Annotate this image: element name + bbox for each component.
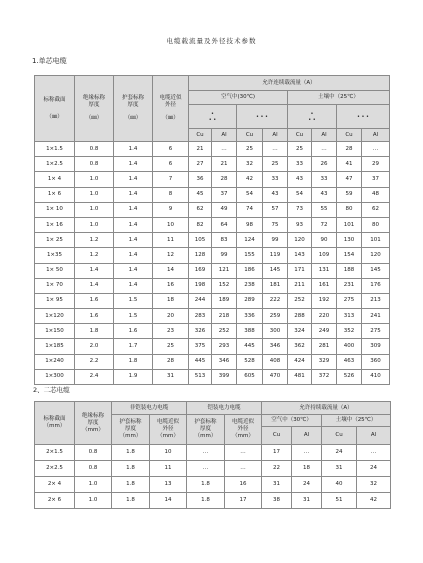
table-cell: 528 xyxy=(237,354,263,369)
table-cell: 32 xyxy=(237,157,263,172)
table-cell: 2.0 xyxy=(75,339,114,354)
table-cell: 36 xyxy=(189,172,212,187)
table-cell: 31 xyxy=(262,477,292,493)
table-row xyxy=(35,493,391,509)
table-cell: 1× 70 xyxy=(35,278,75,293)
table-row xyxy=(35,248,390,263)
table-cell: 231 xyxy=(337,278,362,293)
table-cell: 1.4 xyxy=(114,263,153,278)
table-cell: 372 xyxy=(312,369,337,384)
table-cell: 238 xyxy=(237,278,263,293)
table-cell: 1×35 xyxy=(35,248,75,263)
table-cell: 154 xyxy=(337,248,362,263)
table-cell: 25 xyxy=(288,142,312,157)
table-cell: 336 xyxy=(237,309,263,324)
table-cell: 470 xyxy=(263,369,288,384)
table-cell: 309 xyxy=(362,339,390,354)
table-cell: 181 xyxy=(263,278,288,293)
table-cell: 45 xyxy=(189,187,212,202)
header-sheath-thickness: 护套标称厚度 （mm） xyxy=(187,415,225,445)
table-cell: 1×1.5 xyxy=(35,142,75,157)
table-cell: 41 xyxy=(337,157,362,172)
table-cell: 54 xyxy=(288,187,312,202)
header-sheath-thickness: 护套标称厚度 （mm） xyxy=(112,415,150,445)
table-cell: 119 xyxy=(263,248,288,263)
table-cell: 51 xyxy=(322,493,357,509)
table-cell: 120 xyxy=(362,248,390,263)
header-cu: Cu xyxy=(288,129,312,142)
header-al: Al xyxy=(212,129,237,142)
table-cell: 2.2 xyxy=(75,354,114,369)
table-cell: 7 xyxy=(153,172,189,187)
table-cell: 0.8 xyxy=(75,157,114,172)
trefoil-arrangement-icon: • • • xyxy=(288,105,337,129)
table-cell: 1.4 xyxy=(114,217,153,232)
table-cell: 82 xyxy=(189,217,212,232)
table-row xyxy=(35,461,391,477)
table-cell: 1.4 xyxy=(114,187,153,202)
table-cell: 1.4 xyxy=(114,202,153,217)
table-cell: 1.4 xyxy=(75,263,114,278)
table-cell: 2×1.5 xyxy=(35,445,75,461)
table-cell: … xyxy=(187,445,225,461)
table-cell: 481 xyxy=(288,369,312,384)
table-cell: 24 xyxy=(357,461,391,477)
table-cell: 1.8 xyxy=(75,324,114,339)
table-cell: 6 xyxy=(153,142,189,157)
table-cell: 43 xyxy=(288,172,312,187)
table-cell: 49 xyxy=(212,202,237,217)
table-cell: 1.8 xyxy=(112,493,150,509)
table-cell: 1.4 xyxy=(114,278,153,293)
table-cell: 313 xyxy=(337,309,362,324)
table-row xyxy=(35,324,390,339)
table-cell: 241 xyxy=(362,309,390,324)
table-cell: 2×2.5 xyxy=(35,461,75,477)
table-row xyxy=(35,187,390,202)
table-cell: 346 xyxy=(212,354,237,369)
table-cell: 14 xyxy=(150,493,187,509)
table-row xyxy=(35,142,390,157)
table-cell: 445 xyxy=(189,354,212,369)
table-cell: 109 xyxy=(312,248,337,263)
table-cell: 31 xyxy=(153,369,189,384)
header-insulation-thickness: 绝缘标称厚度 （mm） xyxy=(75,402,112,445)
table-cell: 176 xyxy=(362,278,390,293)
table-cell: 1.9 xyxy=(114,369,153,384)
table-cell: 21 xyxy=(212,157,237,172)
table-cell: 198 xyxy=(189,278,212,293)
table-cell: 220 xyxy=(312,309,337,324)
table-cell: 2× 4 xyxy=(35,477,75,493)
table-cell: 1× 10 xyxy=(35,202,75,217)
table-cell: 1.6 xyxy=(75,293,114,308)
table-cell: 93 xyxy=(288,217,312,232)
table-cell: 11 xyxy=(153,233,189,248)
table-cell: 47 xyxy=(337,172,362,187)
table-cell: … xyxy=(292,445,322,461)
table-cell: 80 xyxy=(337,202,362,217)
table-cell: 131 xyxy=(312,263,337,278)
table-cell: 244 xyxy=(189,293,212,308)
single-core-table-body xyxy=(35,142,390,385)
table-cell: 222 xyxy=(263,293,288,308)
table-cell: 1.2 xyxy=(75,233,114,248)
table-cell: 161 xyxy=(312,278,337,293)
table-cell: 352 xyxy=(337,324,362,339)
two-core-cable-table xyxy=(34,401,391,509)
table-row xyxy=(35,233,390,248)
table-cell: 57 xyxy=(263,202,288,217)
single-core-cable-table xyxy=(34,75,390,385)
table-cell: 1.8 xyxy=(112,477,150,493)
table-cell: 31 xyxy=(322,461,357,477)
table-cell: 249 xyxy=(312,324,337,339)
table-cell: 169 xyxy=(189,263,212,278)
table-cell: 145 xyxy=(362,263,390,278)
table-row xyxy=(35,369,390,384)
table-cell: 10 xyxy=(150,445,187,461)
table-cell: 17 xyxy=(262,445,292,461)
table-cell: 1×2.5 xyxy=(35,157,75,172)
table-cell: 33 xyxy=(263,172,288,187)
header-cross-section: 标称截面 （mm） xyxy=(35,402,75,445)
section-title-single-core: 1.单芯电缆 xyxy=(32,57,67,65)
table-cell: 1.7 xyxy=(114,339,153,354)
table-cell: 99 xyxy=(263,233,288,248)
table-cell: 410 xyxy=(362,369,390,384)
table-cell: 1.4 xyxy=(114,142,153,157)
table-cell: 27 xyxy=(189,157,212,172)
header-ampacity: 允许持续载流量（A） xyxy=(262,402,391,415)
table-cell: … xyxy=(312,142,337,157)
table-cell: 252 xyxy=(212,324,237,339)
table-cell: 0.8 xyxy=(75,445,112,461)
table-cell: 375 xyxy=(189,339,212,354)
table-cell: 1.5 xyxy=(114,309,153,324)
table-cell: 8 xyxy=(153,187,189,202)
table-cell: 211 xyxy=(288,278,312,293)
table-cell: 526 xyxy=(337,369,362,384)
table-cell: 23 xyxy=(153,324,189,339)
table-cell: 1× 50 xyxy=(35,263,75,278)
table-cell: 1.8 xyxy=(112,461,150,477)
flat-arrangement-icon: • • • xyxy=(237,105,288,129)
table-cell: 400 xyxy=(337,339,362,354)
table-cell: 424 xyxy=(288,354,312,369)
header-cu: Cu xyxy=(262,427,292,445)
header-cu: Cu xyxy=(189,129,212,142)
table-cell: 20 xyxy=(153,309,189,324)
table-cell: 9 xyxy=(153,202,189,217)
table-cell: 1× 25 xyxy=(35,233,75,248)
table-cell: 1.0 xyxy=(75,172,114,187)
table-cell: 408 xyxy=(263,354,288,369)
table-cell: 186 xyxy=(237,263,263,278)
table-cell: 55 xyxy=(312,202,337,217)
table-cell: 293 xyxy=(212,339,237,354)
table-cell: 288 xyxy=(288,309,312,324)
table-cell: 24 xyxy=(322,445,357,461)
table-cell: 101 xyxy=(337,217,362,232)
table-cell: 1× 95 xyxy=(35,293,75,308)
table-cell: 62 xyxy=(362,202,390,217)
header-outer-diameter: 电缆近似外径 （㎜） xyxy=(153,76,189,142)
table-cell: 346 xyxy=(263,339,288,354)
table-cell: 48 xyxy=(362,187,390,202)
table-cell: … xyxy=(187,461,225,477)
table-cell: 12 xyxy=(153,248,189,263)
table-cell: 40 xyxy=(322,477,357,493)
table-cell: 152 xyxy=(212,278,237,293)
table-cell: 189 xyxy=(212,293,237,308)
table-row xyxy=(35,354,390,369)
table-cell: 1.8 xyxy=(112,445,150,461)
table-cell: … xyxy=(357,445,391,461)
table-cell: 13 xyxy=(150,477,187,493)
header-unarmored-cable: 非铠装电力电缆 xyxy=(112,402,187,415)
table-cell: 43 xyxy=(263,187,288,202)
table-cell: 143 xyxy=(288,248,312,263)
table-cell: 25 xyxy=(153,339,189,354)
table-cell: 28 xyxy=(337,142,362,157)
table-cell: 362 xyxy=(288,339,312,354)
table-cell: 1.4 xyxy=(114,233,153,248)
table-row xyxy=(35,202,390,217)
table-cell: 1.6 xyxy=(114,324,153,339)
table-cell: 2.4 xyxy=(75,369,114,384)
table-cell: … xyxy=(362,142,390,157)
table-cell: 6 xyxy=(153,157,189,172)
header-armored-cable: 铠装电力电缆 xyxy=(187,402,262,415)
table-cell: 101 xyxy=(362,233,390,248)
table-cell: 1.8 xyxy=(187,493,225,509)
table-cell: 83 xyxy=(212,233,237,248)
table-row xyxy=(35,309,390,324)
table-row xyxy=(35,217,390,232)
header-in-air: 空气中(30℃) xyxy=(189,91,288,105)
table-cell: 1.0 xyxy=(75,493,112,509)
table-cell: 29 xyxy=(362,157,390,172)
table-cell: 329 xyxy=(312,354,337,369)
table-cell: 130 xyxy=(337,233,362,248)
table-cell: 18 xyxy=(292,461,322,477)
table-row xyxy=(35,293,390,308)
table-cell: 75 xyxy=(263,217,288,232)
table-cell: 463 xyxy=(337,354,362,369)
table-cell: 26 xyxy=(312,157,337,172)
table-cell: 74 xyxy=(237,202,263,217)
header-cu: Cu xyxy=(237,129,263,142)
table-row xyxy=(35,278,390,293)
table-cell: 59 xyxy=(337,187,362,202)
table-cell: 32 xyxy=(357,477,391,493)
table-row xyxy=(35,172,390,187)
table-cell: 28 xyxy=(212,172,237,187)
table-cell: 99 xyxy=(212,248,237,263)
table-cell: 80 xyxy=(362,217,390,232)
table-cell: 2× 6 xyxy=(35,493,75,509)
table-cell: 605 xyxy=(237,369,263,384)
table-cell: 213 xyxy=(362,293,390,308)
table-cell: 105 xyxy=(189,233,212,248)
table-cell: 1.4 xyxy=(114,157,153,172)
table-row xyxy=(35,157,390,172)
table-cell: 14 xyxy=(153,263,189,278)
header-in-soil: 土壤中（25℃） xyxy=(288,91,390,105)
table-cell: 37 xyxy=(362,172,390,187)
table-cell: 1×300 xyxy=(35,369,75,384)
table-cell: 120 xyxy=(288,233,312,248)
table-cell: 188 xyxy=(337,263,362,278)
table-cell: 360 xyxy=(362,354,390,369)
table-cell: 1×120 xyxy=(35,309,75,324)
header-cu: Cu xyxy=(337,129,362,142)
table-cell: 25 xyxy=(237,142,263,157)
trefoil-arrangement-icon: • • • xyxy=(189,105,237,129)
page-title: 电缆载流量及外径技术参数 xyxy=(166,37,257,45)
table-cell: 192 xyxy=(312,293,337,308)
section-title-two-core: 2、二芯电缆 xyxy=(33,386,70,394)
table-cell: 1.2 xyxy=(75,248,114,263)
table-cell: 388 xyxy=(237,324,263,339)
table-cell: 399 xyxy=(212,369,237,384)
table-cell: 98 xyxy=(237,217,263,232)
table-cell: 0.8 xyxy=(75,461,112,477)
table-cell: 121 xyxy=(212,263,237,278)
table-cell: 33 xyxy=(312,172,337,187)
table-cell: 252 xyxy=(288,293,312,308)
table-cell: 1.8 xyxy=(187,477,225,493)
table-cell: 1.6 xyxy=(75,309,114,324)
table-cell: 21 xyxy=(189,142,212,157)
table-cell: 18 xyxy=(153,293,189,308)
table-cell: 326 xyxy=(189,324,212,339)
header-al: Al xyxy=(312,129,337,142)
table-cell: 54 xyxy=(237,187,263,202)
table-cell: 24 xyxy=(292,477,322,493)
table-cell: 1.0 xyxy=(75,202,114,217)
table-cell: 72 xyxy=(312,217,337,232)
table-cell: 1×150 xyxy=(35,324,75,339)
table-cell: 0.8 xyxy=(75,142,114,157)
table-cell: 275 xyxy=(337,293,362,308)
table-cell: … xyxy=(225,445,262,461)
table-cell: 42 xyxy=(237,172,263,187)
table-row xyxy=(35,263,390,278)
header-al: Al xyxy=(362,129,390,142)
flat-arrangement-icon: • • • xyxy=(337,105,390,129)
table-cell: 28 xyxy=(153,354,189,369)
header-in-air: 空气中（30℃） xyxy=(262,415,322,427)
table-cell: 1.0 xyxy=(75,187,114,202)
table-cell: 33 xyxy=(288,157,312,172)
table-cell: 1.5 xyxy=(114,293,153,308)
table-cell: 281 xyxy=(312,339,337,354)
table-cell: 42 xyxy=(357,493,391,509)
table-row xyxy=(35,445,391,461)
table-cell: 16 xyxy=(153,278,189,293)
table-cell: 124 xyxy=(237,233,263,248)
table-cell: 11 xyxy=(150,461,187,477)
table-cell: 513 xyxy=(189,369,212,384)
table-cell: 145 xyxy=(263,263,288,278)
table-cell: 1.4 xyxy=(114,248,153,263)
header-ampacity: 允许连续载流量（A） xyxy=(189,76,390,91)
header-cross-section: 标称截面 （㎜） xyxy=(35,76,75,142)
table-cell: 171 xyxy=(288,263,312,278)
table-cell: … xyxy=(263,142,288,157)
table-cell: 155 xyxy=(237,248,263,263)
table-cell: 289 xyxy=(237,293,263,308)
table-cell: 22 xyxy=(262,461,292,477)
table-cell: 37 xyxy=(212,187,237,202)
table-cell: 300 xyxy=(263,324,288,339)
table-cell: 1× 16 xyxy=(35,217,75,232)
header-outer-diameter: 电缆近似外径 （mm） xyxy=(225,415,262,445)
table-cell: 1.4 xyxy=(114,172,153,187)
table-cell: … xyxy=(212,142,237,157)
header-insulation-thickness: 绝缘标称厚度 （㎜） xyxy=(75,76,114,142)
table-cell: 1.0 xyxy=(75,477,112,493)
table-cell: 38 xyxy=(262,493,292,509)
table-cell: 10 xyxy=(153,217,189,232)
header-al: Al xyxy=(263,129,288,142)
table-cell: 31 xyxy=(292,493,322,509)
table-cell: 62 xyxy=(189,202,212,217)
table-cell: 218 xyxy=(212,309,237,324)
table-cell: 17 xyxy=(225,493,262,509)
table-cell: 1.4 xyxy=(75,278,114,293)
table-cell: 1.0 xyxy=(75,217,114,232)
table-row xyxy=(35,339,390,354)
table-cell: 275 xyxy=(362,324,390,339)
table-cell: 259 xyxy=(263,309,288,324)
table-cell: 25 xyxy=(263,157,288,172)
table-cell: 43 xyxy=(312,187,337,202)
table-cell: 1× 6 xyxy=(35,187,75,202)
table-row xyxy=(35,477,391,493)
table-cell: 73 xyxy=(288,202,312,217)
header-in-soil: 土壤中（25℃） xyxy=(322,415,391,427)
table-cell: 1.8 xyxy=(114,354,153,369)
table-cell: … xyxy=(225,461,262,477)
table-cell: 1×185 xyxy=(35,339,75,354)
table-cell: 1×240 xyxy=(35,354,75,369)
table-cell: 283 xyxy=(189,309,212,324)
header-sheath-thickness: 护套标称厚度 （㎜） xyxy=(114,76,153,142)
table-cell: 16 xyxy=(225,477,262,493)
table-cell: 445 xyxy=(237,339,263,354)
table-cell: 128 xyxy=(189,248,212,263)
header-cu: Cu xyxy=(322,427,357,445)
table-cell: 324 xyxy=(288,324,312,339)
table-cell: 64 xyxy=(212,217,237,232)
header-al: Al xyxy=(292,427,322,445)
table-cell: 1× 4 xyxy=(35,172,75,187)
header-outer-diameter: 电缆近似外径 （mm） xyxy=(150,415,187,445)
two-core-table-body xyxy=(35,445,391,509)
header-al: Al xyxy=(357,427,391,445)
table-cell: 90 xyxy=(312,233,337,248)
